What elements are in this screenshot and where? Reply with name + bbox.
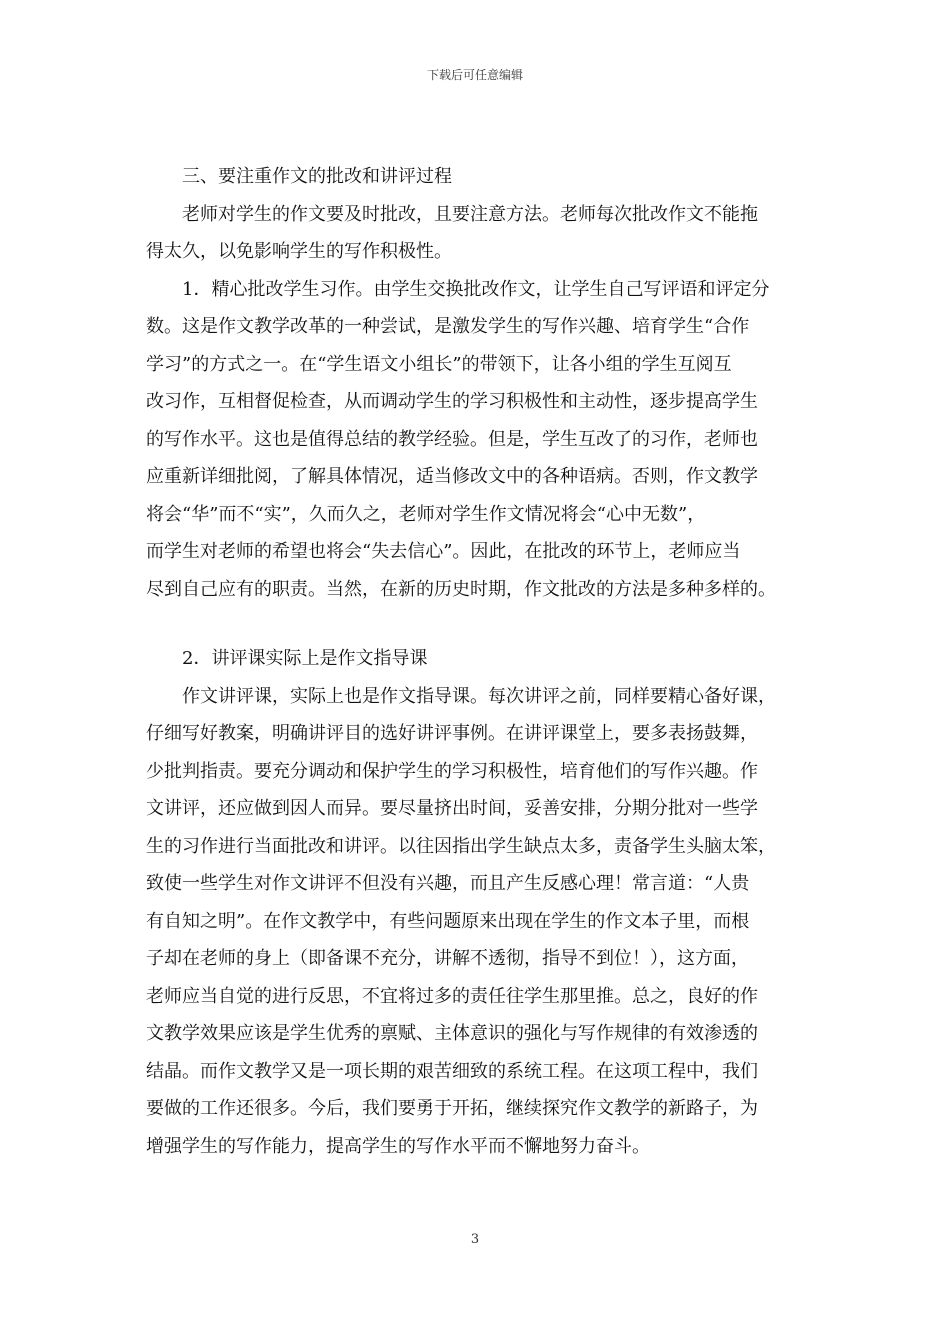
section-heading: 三、要注重作文的批改和讲评过程 xyxy=(182,166,452,187)
paragraph-line: 文讲评，还应做到因人而异。要尽量挤出时间，妥善安排，分期分批对一些学 xyxy=(146,798,758,819)
paragraph-line: 尽到自己应有的职责。当然，在新的历史时期，作文批改的方法是多种多样的。 xyxy=(146,578,776,600)
section-1 xyxy=(146,158,818,608)
paragraph-line: 得太久，以免影响学生的写作积极性。 xyxy=(146,241,452,262)
paragraph-line: 结晶。而作文教学又是一项长期的艰苦细致的系统工程。在这项工程中，我们 xyxy=(146,1060,758,1082)
paragraph-line: 的写作水平。这也是值得总结的教学经验。但是，学生互改了的习作，老师也 xyxy=(146,428,758,450)
paragraph-line: 老师对学生的作文要及时批改，且要注意方法。老师每次批改作文不能拖 xyxy=(182,203,758,225)
page-number: 3 xyxy=(470,1232,480,1247)
paragraph-line: 仔细写好教案，明确讲评目的选好讲评事例。在讲评课堂上，要多表扬鼓舞， xyxy=(146,723,758,744)
paragraph-line: 1．精心批改学生习作。由学生交换批改作文，让学生自己写评语和评定分 xyxy=(182,278,770,300)
paragraph-line: 要做的工作还很多。今后，我们要勇于开拓，继续探究作文教学的新路子，为 xyxy=(146,1098,758,1119)
paragraph-line: 致使一些学生对作文讲评不但没有兴趣，而且产生反感心理！常言道：“人贵 xyxy=(146,873,750,894)
section-2 xyxy=(146,640,818,1165)
paragraph-line: 应重新详细批阅，了解具体情况，适当修改文中的各种语病。否则，作文教学 xyxy=(146,466,758,487)
page-header: 下载后可任意编辑 xyxy=(426,68,523,82)
paragraph-line: 将会“华”而不“实”，久而久之，老师对学生作文情况将会“心中无数”， xyxy=(146,503,706,525)
paragraph-line: 而学生对老师的希望也将会“失去信心”。因此，在批改的环节上，老师应当 xyxy=(146,541,741,562)
paragraph-line: 生的习作进行当面批改和讲评。以往因指出学生缺点太多，责备学生头脑太笨， xyxy=(146,835,776,857)
section-heading: 2．讲评课实际上是作文指导课 xyxy=(182,648,428,669)
paragraph-line: 老师应当自觉的进行反思，不宜将过多的责任往学生那里推。总之，良好的作 xyxy=(146,985,758,1007)
paragraph-line: 学习”的方式之一。在“学生语文小组长”的带领下，让各小组的学生互阅互 xyxy=(146,353,732,375)
paragraph-line: 数。这是作文教学改革的一种尝试，是激发学生的写作兴趣、培育学生“合作 xyxy=(146,316,750,337)
paragraph-line: 有自知之明”。在作文教学中，有些问题原来出现在学生的作文本子里，而根 xyxy=(146,910,750,932)
paragraph-line: 增强学生的写作能力，提高学生的写作水平而不懈地努力奋斗。 xyxy=(146,1135,650,1157)
paragraph-line: 少批判指责。要充分调动和保护学生的学习积极性，培育他们的写作兴趣。作 xyxy=(146,760,758,782)
paragraph-line: 改习作，互相督促检查，从而调动学生的学习积极性和主动性，逐步提高学生 xyxy=(146,391,758,412)
paragraph-line: 作文讲评课，实际上也是作文指导课。每次讲评之前，同样要精心备好课， xyxy=(182,685,776,707)
paragraph-line: 文教学效果应该是学生优秀的禀赋、主体意识的强化与写作规律的有效渗透的 xyxy=(146,1023,758,1044)
paragraph-line: 子却在老师的身上（即备课不充分，讲解不透彻，指导不到位！），这方面， xyxy=(146,948,749,969)
